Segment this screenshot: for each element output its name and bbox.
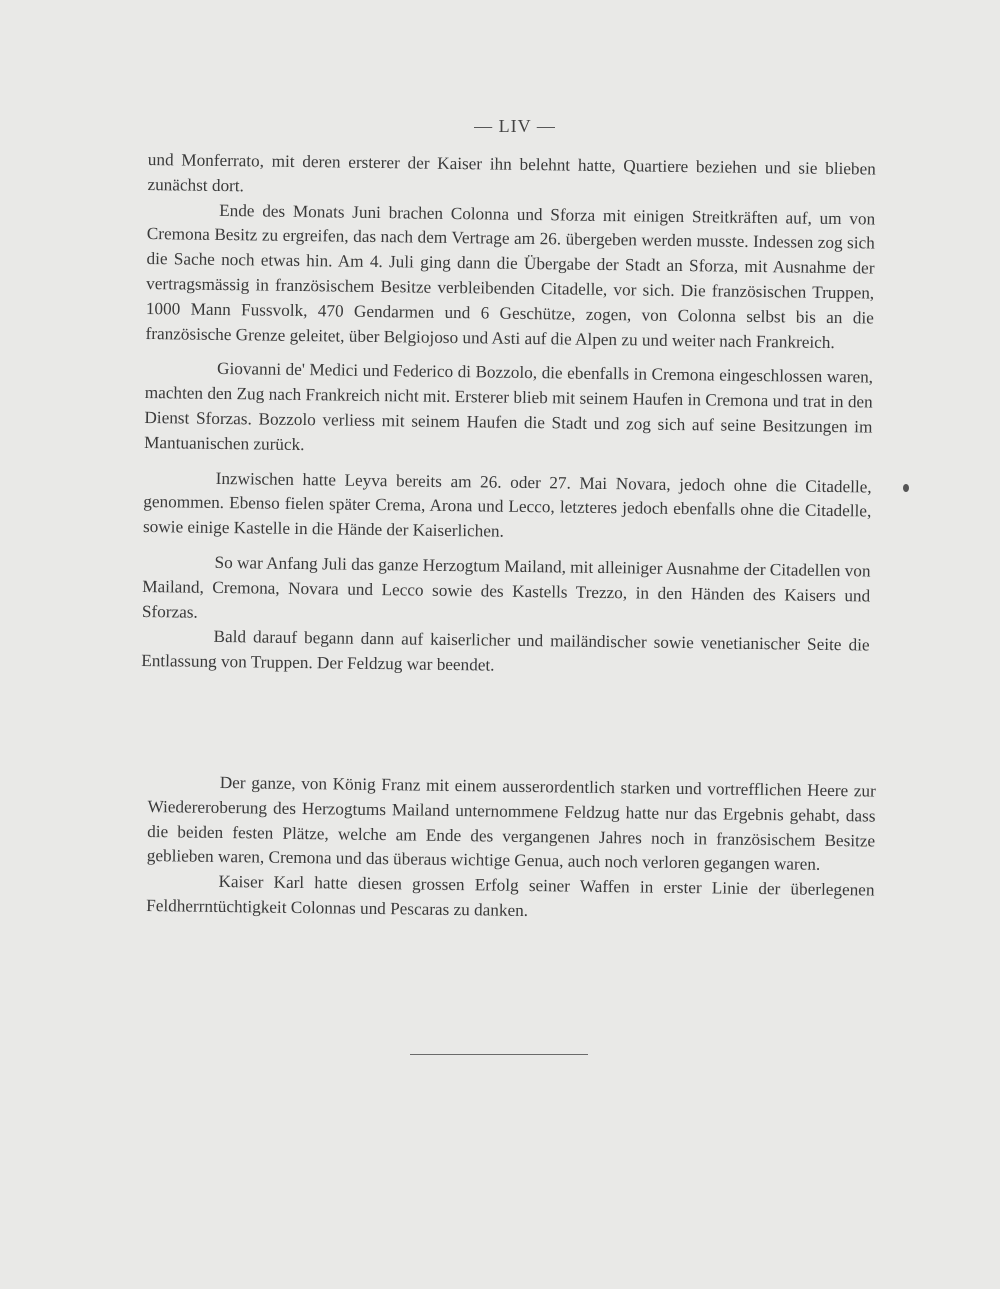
section-end-rule — [410, 1054, 588, 1055]
paragraph: Ende des Monats Juni brachen Colonna und Sforza mit einigen Streitkräften auf, um von Cremona Besitz zu ergreifen, das nach dem Vertrage am 26. übergeben werden musste. Indessen zog sich die Sache noch etwas hin. Am 4. Juli ging dann die Übergabe der Stadt an Sforza, mit Ausnahme der vertragsmässig in französischem Besitze verbleibenden Citadelle, vor sich. Die französischen Truppen, 1000 Mann Fussvolk, 470 Gendarmen und 6 Geschütze, zogen, von Colonna selbst bis an die französische Grenze geleitet, über Belgiojoso und Asti auf die Alpen zu und weiter nach Frankreich. — [145, 200, 876, 352]
paragraph: Bald darauf begann dann auf kaiserlicher und mailändischer sowie venetianischer Seite die Entlassung von Truppen. Der Feldzug war beendet. — [141, 627, 870, 675]
paragraph: Kaiser Karl hatte diesen grossen Erfolg seiner Waffen in erster Linie der überlegenen Feldherrntüchtigkeit Colonnas und Pescaras zu danken. — [146, 872, 875, 920]
ink-speck — [903, 484, 909, 492]
page-number: — LIV — — [474, 116, 556, 136]
body-text-part1 — [141, 148, 876, 683]
paragraph: und Monferrato, mit deren ersterer der Kaiser ihn belehnt hatte, Quartiere beziehen und sie blieben zunächst dort. — [147, 149, 876, 196]
paragraph: Inzwischen hatte Leyva bereits am 26. oder 27. Mai Novara, jedoch ohne die Citadelle, genommen. Ebenso fielen später Crema, Arona und Lecco, letzteres jedoch ebenfalls ohne die Citadelle, sowie einige Kastelle in die Hände der Kaiserlichen. — [142, 468, 872, 541]
paragraph: Giovanni de' Medici und Federico di Bozzolo, die ebenfalls in Cremona eingeschlossen waren, machten den Zug nach Frankreich nicht mit. Ersterer blieb mit seinem Haufen in Cremona und trat in den Dienst Sforzas. Bozzolo verliess mit seinem Haufen die Stadt und zog sich auf seine Besitzungen im Mantuanischen zurück. — [144, 359, 874, 454]
paragraph: Der ganze, von König Franz mit einem ausserordentlich starken und vortrefflichen Heere zur Wiedereroberung des Herzogtums Mailand unternommene Feldzug hatte nur das Ergebnis gehabt, dass die beiden festen Plätze, welche am Ende des vergangenen Jahres noch in französischem Besitze geblieben waren, Cremona und das überaus wichtige Genua, auch noch verloren gegangen waren. — [146, 772, 876, 875]
paragraph: So war Anfang Juli das ganze Herzogtum Mailand, mit alleiniger Ausnahme der Citadellen von Mailand, Cremona, Novara und Lecco sowie des Kastells Trezzo, in den Händen des Kaisers und Sforzas. — [141, 552, 871, 622]
body-text-part2 — [146, 770, 876, 928]
